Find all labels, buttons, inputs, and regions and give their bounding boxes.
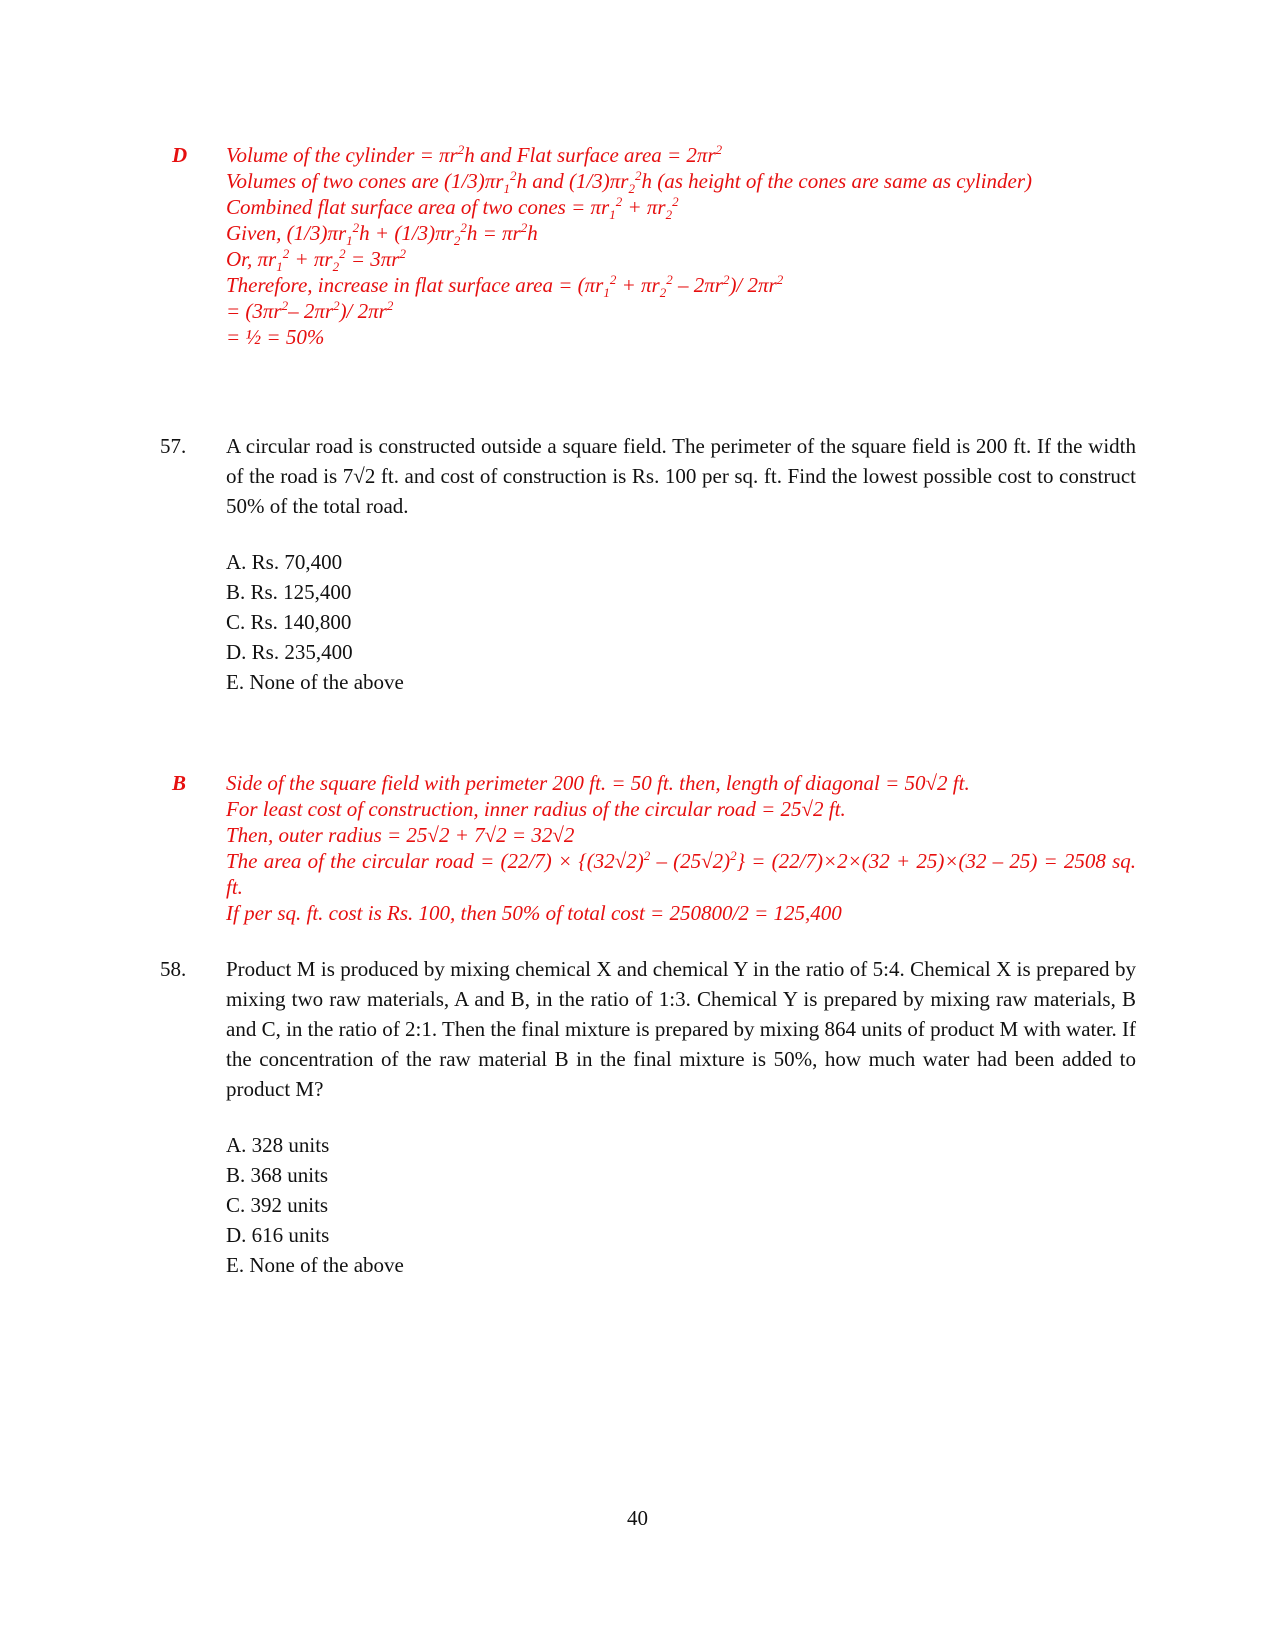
option-e: E. None of the above xyxy=(226,1253,404,1277)
option-a: A. 328 units xyxy=(226,1133,330,1157)
solution-line: = ½ = 50% xyxy=(226,325,325,349)
solution-line: Therefore, increase in flat surface area = $(\pi r_1^2 + \pi r_2^2 - 2\pi r^2)/$ $2\pi r^2$ xyxy=(226,272,784,301)
question-number: 57. xyxy=(160,434,187,458)
option-e: E. None of the above xyxy=(226,670,404,694)
solution-line: Side of the square field with perimeter 200 ft. = 50 ft. then, length of diagonal = 50√2 ft. xyxy=(226,771,970,795)
solution-line: If per sq. ft. cost is Rs. 100, then 50% of total cost = 250800/2 = 125,400 xyxy=(226,901,842,925)
option-c: C. Rs. 140,800 xyxy=(226,610,352,634)
solution-lines xyxy=(226,142,1136,350)
solution-line: Volumes of two cones are $(1/3)\pi r_1^2h$ and $(1/3)\pi r_2^2h$ (as height of the cones are same as cylinder) xyxy=(226,168,1033,197)
answer-letter: D xyxy=(172,143,188,167)
solution-lines xyxy=(226,770,1136,926)
question-text: Product M is produced by mixing chemical X and chemical Y in the ratio of 5:4. Chemical X is prepared by mixing two raw materials, A and B, in the ratio of 1:3. Chemical Y is prepared by mixing raw materials, B and C, in the ratio of 2:1. Then the final mixture is prepared by mixing 864 units of product M with water. If the concentration of the raw material B in the final mixture is 50%, how much water had been added to product M? xyxy=(226,957,1137,1101)
question-text: A circular road is constructed outside a square field. The perimeter of the square field is 200 ft. If the width of the road is 7√2 ft. and cost of construction is Rs. 100 per sq. ft. Find the lowest possible cost to construct 50% of the total road. xyxy=(226,434,1136,518)
page-number: 40 xyxy=(627,1506,648,1530)
option-b: B. Rs. 125,400 xyxy=(226,580,352,604)
solution-line: Then, outer radius = 25√2 + 7√2 = 32√2 xyxy=(226,823,575,847)
solution-line: Volume of the cylinder = $\pi r^2h$ and Flat surface area = $2\pi r^2$ xyxy=(226,142,723,167)
solution-line: The area of the circular road = $(22/7) \times \{(32√2)^2 - (25√2)^2\} = (22/7)\times 2\times(32 + 25)\times(32 - 25) = 2508$ sq. ft. xyxy=(226,848,1137,899)
question-number: 58. xyxy=(160,957,187,981)
solution-line: Given, $(1/3)\pi r_1^2h + (1/3)\pi r_2^2h = \pi r^2h$ xyxy=(226,220,538,249)
answer-letter: B xyxy=(172,771,187,795)
option-d: D. 616 units xyxy=(226,1223,330,1247)
solution-line: = ($3\pi r^2-$ $2\pi r^2)/$ $2\pi r^2$ xyxy=(226,298,394,323)
solution-line: For least cost of construction, inner radius of the circular road = 25√2 ft. xyxy=(226,797,846,821)
option-d: D. Rs. 235,400 xyxy=(226,640,353,664)
option-a: A. Rs. 70,400 xyxy=(226,550,343,574)
solution-line: Combined flat surface area of two cones = $\pi r_1^2 + \pi r_2^2$ xyxy=(226,194,679,223)
options-list xyxy=(226,547,404,697)
solution-line: Or, $\pi r_1^2 + \pi r_2^2 = 3\pi r^2$ xyxy=(226,246,406,275)
option-b: B. 368 units xyxy=(226,1163,329,1187)
option-c: C. 392 units xyxy=(226,1193,329,1217)
options-list xyxy=(226,1130,404,1280)
